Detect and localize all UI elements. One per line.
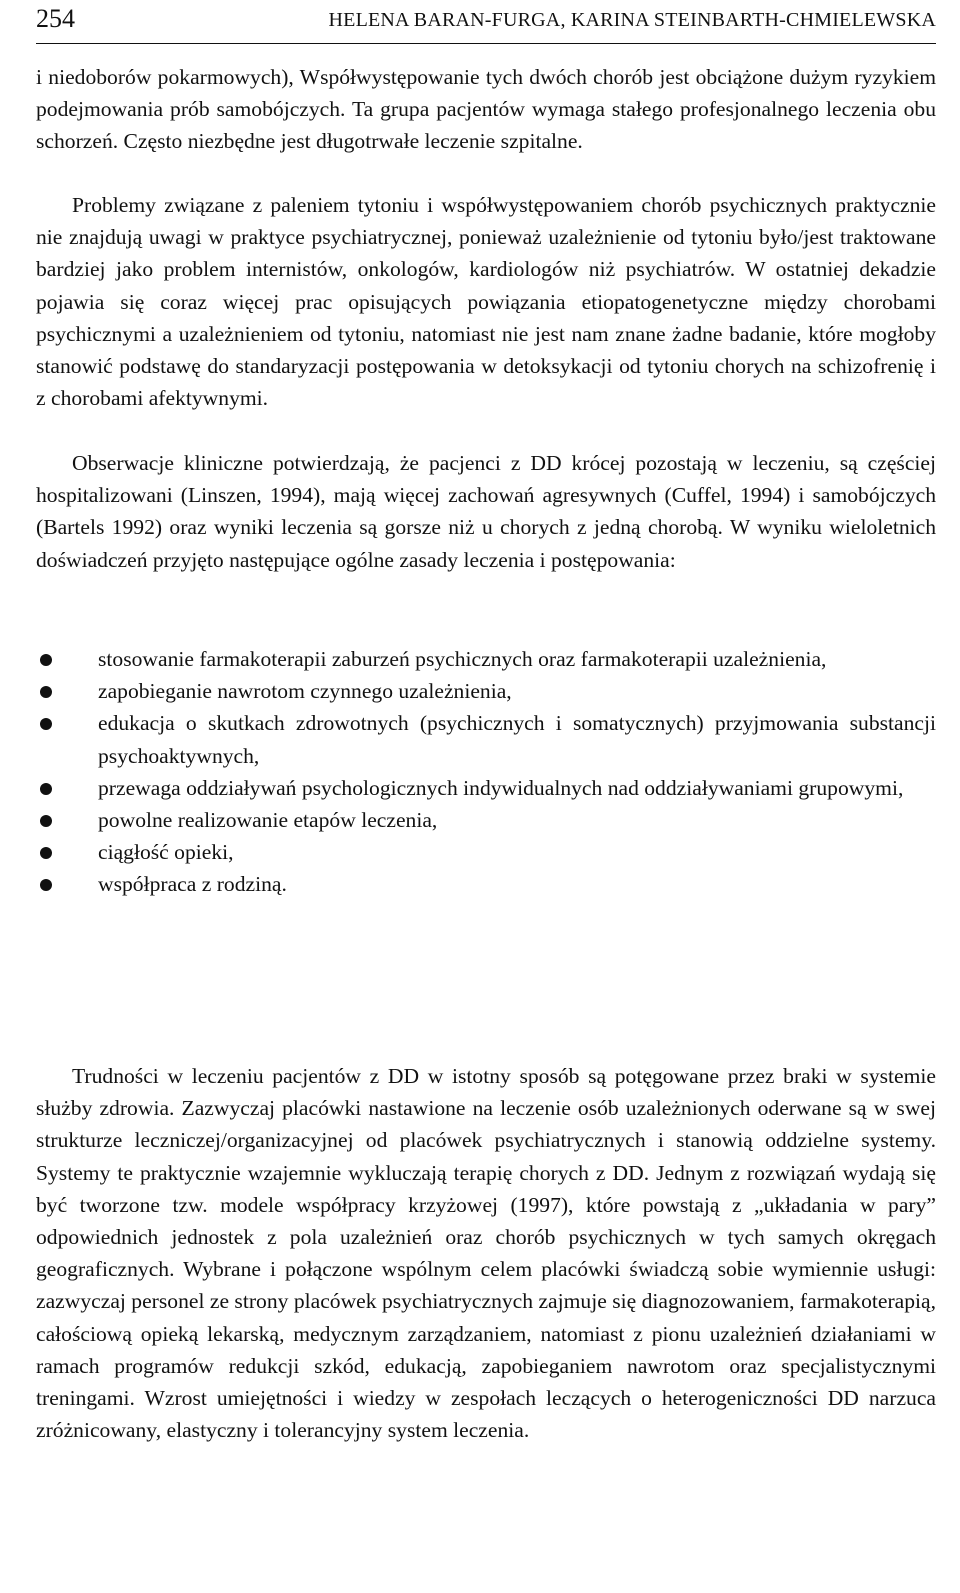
bullet-icon [40,815,52,827]
list-item [36,836,936,868]
bullet-icon [40,718,52,730]
bullet-icon [40,783,52,795]
page-number: 254 [36,4,75,33]
bullet-icon [40,654,52,666]
list-item-text: współpraca z rodziną. [98,872,287,897]
principles-list [36,643,936,901]
list-item-text: stosowanie farmakoterapii zaburzeń psychicznych oraz farmakoterapii uzależnienia, [98,647,827,671]
list-item-text: edukacja o skutkach zdrowotnych (psychicznych i somatycznych) przyjmowania substancji psychoaktywnych, [98,711,936,768]
paragraph-observations: Obserwacje kliniczne potwierdzają, że pacjenci z DD krócej pozostają w leczeniu, są częściej hospitalizowani (Linszen, 1994), mają więcej zachowań agresywnych (Cuffel, 1994) i samobójczych (Bartels 1992) oraz wyniki leczenia są gorsze niż u chorych z jedną chorobą. W wyniku wieloletnich doświadczeń przyjęto następujące ogólne zasady leczenia i postępowania: [36,451,936,572]
list-item [36,868,936,900]
bullet-icon [40,686,52,698]
list-item-text: zapobieganie nawrotom czynnego uzależnienia, [98,679,512,704]
list-item-text: powolne realizowanie etapów leczenia, [98,808,438,833]
list-item [36,804,936,836]
running-head: HELENA BARAN-FURGA, KARINA STEINBARTH-CHMIELEWSKA [328,9,936,31]
paragraph-intro: i niedoborów pokarmowych), Współwystępowanie tych dwóch chorób jest obciążone dużym ryzykiem podejmowania prób samobójczych. Ta grupa pacjentów wymaga stałego profesjonalnego leczenia obu schorzeń. Często niezbędne jest długotrwałe leczenie szpitalne. [36,65,936,154]
bullet-icon [40,879,52,891]
bullet-icon [40,847,52,859]
paragraph-tobacco: Problemy związane z paleniem tytoniu i współwystępowaniem chorób psychicznych praktycznie nie znajdują uwagi w praktyce psychiatrycznej, ponieważ uzależnienie od tytoniu było/jest traktowane bardziej jako problem internistów, onkologów, kardiologów niż psychiatrów. W ostatniej dekadzie pojawia się coraz więcej prac opisujących powiązania etiopatogenetyczne między chorobami psychicznymi a uzależnieniem od tytoniu, natomiast nie jest nam znane żadne badanie, które mogłoby stanowić podstawę do standaryzacji postępowania w detoksykacji od tytoniu chorych na schizofrenię i z chorobami afektywnymi. [36,193,936,411]
paragraph-difficulties: Trudności w leczeniu pacjentów z DD w istotny sposób są potęgowane przez braki w systemie służby zdrowia. Zazwyczaj placówki nastawione na leczenie osób uzależnionych oderwane są w swej strukturze leczniczej/organizacyjnej od placówek psychiatrycznych i stanowią oddzielne systemy. Systemy te praktycznie wzajemnie wykluczają terapię chorych z DD. Jednym z rozwiązań wydają się być tworzone tzw. modele współpracy krzyżowej (1997), które powstają z „układania w pary” odpowiednich jednostek z pola uzależnień oraz chorób psychicznych w tych samych okręgach geograficznych. Wybrane i połączone wspólnym celem placówki świadczą sobie wymiennie usługi: zazwyczaj personel ze strony placówek psychiatrycznych zajmuje się diagnozowaniem, farmakoterapią, całościową opieką lekarską, medycznym zarządzaniem, natomiast z pionu uzależnień działaniami w ramach programów redukcji szkód, edukacją, zapobieganiem nawrotom oraz specjalistycznymi treningami. Wzrost umiejętności i wiedzy w zespołach leczących o heterogeniczności DD narzuca zróżnicowany, elastyczny i tolerancyjny system leczenia. [36,1064,936,1443]
list-item [36,643,936,675]
list-item [36,707,936,771]
list-item-text: przewaga oddziaływań psychologicznych indywidualnych nad oddziaływaniami grupowymi, [98,775,904,800]
list-item [36,772,936,804]
list-item-text: ciągłość opieki, [98,840,234,865]
page-header [36,3,936,44]
list-item [36,675,936,707]
